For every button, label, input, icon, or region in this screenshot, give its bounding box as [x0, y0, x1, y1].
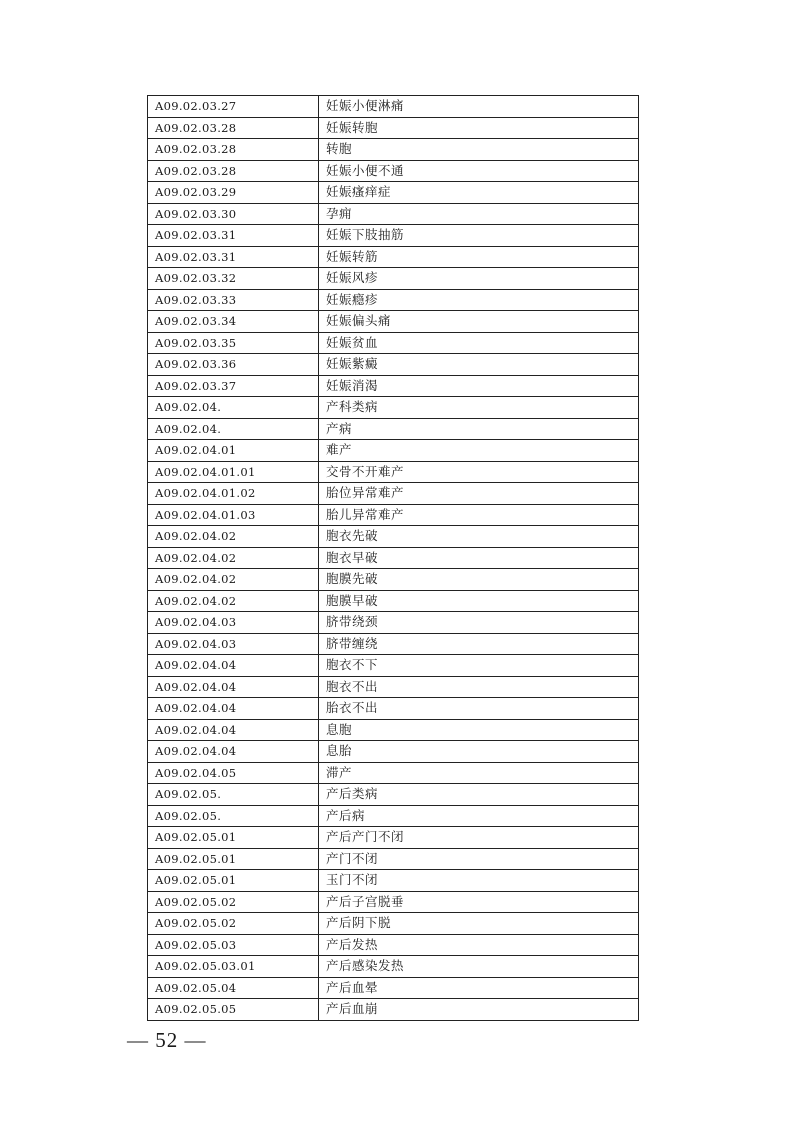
disease-name-cell: 胞膜先破	[319, 569, 639, 591]
disease-name-cell: 胞衣早破	[319, 547, 639, 569]
disease-name-cell: 产后类病	[319, 784, 639, 806]
table-row	[148, 934, 639, 956]
code-cell: A09.02.04.05	[148, 762, 319, 784]
table-row	[148, 397, 639, 419]
table-row	[148, 289, 639, 311]
disease-name-cell: 妊娠转筋	[319, 246, 639, 268]
disease-name-cell: 孕痈	[319, 203, 639, 225]
disease-name-cell: 妊娠紫癜	[319, 354, 639, 376]
table-row	[148, 332, 639, 354]
disease-name-cell: 胞膜早破	[319, 590, 639, 612]
disease-name-cell: 产后发热	[319, 934, 639, 956]
code-cell: A09.02.05.03	[148, 934, 319, 956]
disease-name-cell: 难产	[319, 440, 639, 462]
code-cell: A09.02.05.02	[148, 891, 319, 913]
code-cell: A09.02.03.33	[148, 289, 319, 311]
code-cell: A09.02.04.02	[148, 547, 319, 569]
table-row	[148, 698, 639, 720]
table-row	[148, 870, 639, 892]
table-row	[148, 891, 639, 913]
table-row	[148, 741, 639, 763]
disease-name-cell: 交骨不开难产	[319, 461, 639, 483]
table-row	[148, 440, 639, 462]
table-row	[148, 354, 639, 376]
disease-name-cell: 妊娠转胞	[319, 117, 639, 139]
table-row	[148, 612, 639, 634]
code-cell: A09.02.05.02	[148, 913, 319, 935]
code-cell: A09.02.04.02	[148, 590, 319, 612]
code-cell: A09.02.04.01	[148, 440, 319, 462]
code-cell: A09.02.03.31	[148, 225, 319, 247]
disease-name-cell: 息胞	[319, 719, 639, 741]
code-cell: A09.02.05.	[148, 784, 319, 806]
disease-name-cell: 脐带缠绕	[319, 633, 639, 655]
table-row	[148, 311, 639, 333]
table-row	[148, 784, 639, 806]
code-cell: A09.02.05.01	[148, 848, 319, 870]
code-cell: A09.02.05.05	[148, 999, 319, 1021]
code-cell: A09.02.04.01.01	[148, 461, 319, 483]
table-row	[148, 999, 639, 1021]
table-row	[148, 96, 639, 118]
code-cell: A09.02.03.30	[148, 203, 319, 225]
disease-name-cell: 转胞	[319, 139, 639, 161]
disease-name-cell: 产后子宫脱垂	[319, 891, 639, 913]
code-cell: A09.02.03.37	[148, 375, 319, 397]
code-cell: A09.02.03.28	[148, 160, 319, 182]
table-row	[148, 375, 639, 397]
table-row	[148, 676, 639, 698]
disease-name-cell: 妊娠消渴	[319, 375, 639, 397]
table-row	[148, 139, 639, 161]
disease-name-cell: 产科类病	[319, 397, 639, 419]
code-cell: A09.02.04.04	[148, 741, 319, 763]
code-cell: A09.02.05.01	[148, 827, 319, 849]
disease-code-table	[147, 95, 639, 1021]
table-row	[148, 719, 639, 741]
code-cell: A09.02.03.28	[148, 117, 319, 139]
table-row	[148, 956, 639, 978]
code-cell: A09.02.04.02	[148, 526, 319, 548]
disease-name-cell: 产后血崩	[319, 999, 639, 1021]
table-row	[148, 655, 639, 677]
disease-name-cell: 滞产	[319, 762, 639, 784]
table-row	[148, 268, 639, 290]
table-row	[148, 117, 639, 139]
code-cell: A09.02.04.04	[148, 719, 319, 741]
table-row	[148, 246, 639, 268]
disease-name-cell: 胎位异常难产	[319, 483, 639, 505]
disease-name-cell: 妊娠风疹	[319, 268, 639, 290]
disease-name-cell: 产门不闭	[319, 848, 639, 870]
table-row	[148, 182, 639, 204]
disease-name-cell: 妊娠下肢抽筋	[319, 225, 639, 247]
table-row	[148, 225, 639, 247]
disease-name-cell: 玉门不闭	[319, 870, 639, 892]
table-row	[148, 977, 639, 999]
table-row	[148, 461, 639, 483]
code-cell: A09.02.04.02	[148, 569, 319, 591]
disease-name-cell: 产后病	[319, 805, 639, 827]
code-cell: A09.02.04.04	[148, 698, 319, 720]
code-cell: A09.02.04.	[148, 397, 319, 419]
disease-name-cell: 产病	[319, 418, 639, 440]
code-cell: A09.02.04.	[148, 418, 319, 440]
table-row	[148, 913, 639, 935]
disease-name-cell: 产后产门不闭	[319, 827, 639, 849]
table-row	[148, 590, 639, 612]
disease-name-cell: 胞衣不出	[319, 676, 639, 698]
table-row	[148, 805, 639, 827]
disease-name-cell: 胎衣不出	[319, 698, 639, 720]
code-cell: A09.02.03.28	[148, 139, 319, 161]
code-cell: A09.02.03.31	[148, 246, 319, 268]
table-row	[148, 633, 639, 655]
code-cell: A09.02.05.01	[148, 870, 319, 892]
table-row	[148, 160, 639, 182]
disease-name-cell: 息胎	[319, 741, 639, 763]
code-cell: A09.02.03.29	[148, 182, 319, 204]
table-row	[148, 418, 639, 440]
code-cell: A09.02.04.01.02	[148, 483, 319, 505]
table-row	[148, 569, 639, 591]
code-cell: A09.02.03.27	[148, 96, 319, 118]
table-row	[148, 547, 639, 569]
disease-name-cell: 产后感染发热	[319, 956, 639, 978]
disease-name-cell: 妊娠瘙痒症	[319, 182, 639, 204]
disease-name-cell: 胎儿异常难产	[319, 504, 639, 526]
disease-name-cell: 妊娠小便淋痛	[319, 96, 639, 118]
table-row	[148, 203, 639, 225]
disease-name-cell: 产后血晕	[319, 977, 639, 999]
disease-name-cell: 妊娠偏头痛	[319, 311, 639, 333]
table-row	[148, 483, 639, 505]
code-cell: A09.02.04.01.03	[148, 504, 319, 526]
code-cell: A09.02.05.	[148, 805, 319, 827]
disease-name-cell: 胞衣不下	[319, 655, 639, 677]
disease-name-cell: 产后阴下脱	[319, 913, 639, 935]
code-cell: A09.02.04.04	[148, 676, 319, 698]
disease-name-cell: 脐带绕颈	[319, 612, 639, 634]
code-cell: A09.02.04.03	[148, 612, 319, 634]
code-cell: A09.02.04.04	[148, 655, 319, 677]
table-row	[148, 762, 639, 784]
code-cell: A09.02.05.04	[148, 977, 319, 999]
disease-name-cell: 妊娠瘾疹	[319, 289, 639, 311]
table-row	[148, 848, 639, 870]
code-cell: A09.02.05.03.01	[148, 956, 319, 978]
code-cell: A09.02.03.32	[148, 268, 319, 290]
table-row	[148, 526, 639, 548]
disease-name-cell: 妊娠贫血	[319, 332, 639, 354]
table-row	[148, 827, 639, 849]
page-number: — 52 —	[127, 1028, 207, 1052]
code-cell: A09.02.04.03	[148, 633, 319, 655]
code-cell: A09.02.03.35	[148, 332, 319, 354]
code-cell: A09.02.03.34	[148, 311, 319, 333]
table-body	[148, 96, 639, 1021]
table-row	[148, 504, 639, 526]
disease-name-cell: 胞衣先破	[319, 526, 639, 548]
code-cell: A09.02.03.36	[148, 354, 319, 376]
disease-name-cell: 妊娠小便不通	[319, 160, 639, 182]
